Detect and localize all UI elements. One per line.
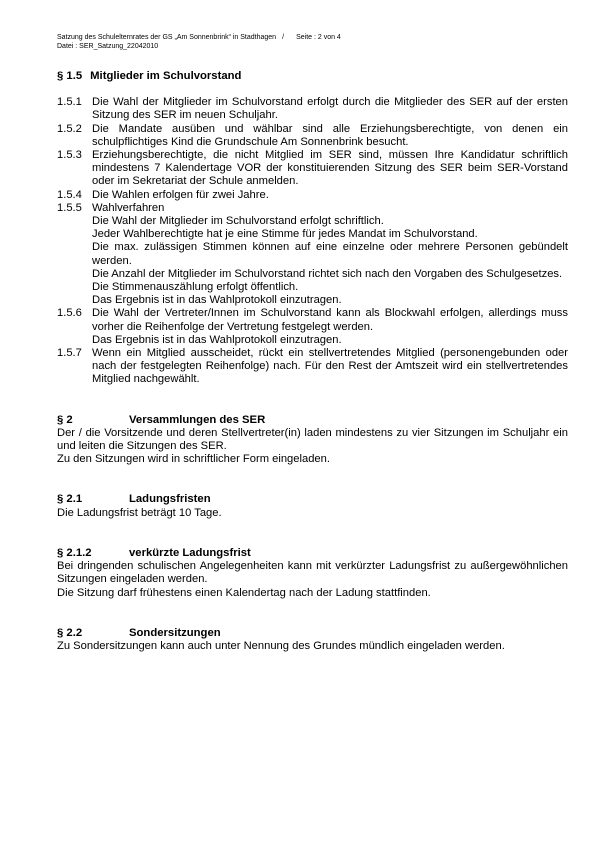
- voting-line-2: Jeder Wahlberechtigte hat je eine Stimme für jedes Mandat im Schulvorstand.: [92, 228, 478, 241]
- header-title: Satzung des Schulelternrates der GS „Am Sonnenbrink“ in Stadthagen: [57, 34, 277, 41]
- section-2-2: [57, 627, 568, 653]
- clause-number: 1.5.2: [57, 122, 82, 135]
- paragraph: Die Sitzung darf frühestens einen Kalendertag nach der Ladung stattfinden.: [57, 586, 431, 599]
- header-file-name: Datei : SER_Satzung_22042010: [57, 43, 159, 50]
- section-number: § 2.1: [57, 493, 83, 506]
- clause-1-5-1: [57, 96, 568, 122]
- section-heading-2-2: [57, 627, 568, 640]
- voting-line-6: Das Ergebnis ist in das Wahlprotokoll einzutragen.: [92, 294, 342, 307]
- clause-1-5-2: [57, 123, 568, 149]
- paragraph: Der / die Vorsitzende und deren Stellvertreter(in) laden mindestens zu vier Sitzungen im Schuljahr ein und leiten die Sitzungen des SER.: [57, 426, 568, 453]
- voting-line-4: Die Anzahl der Mitglieder im Schulvorstand richtet sich nach den Vorgaben des Schulgesetzes.: [92, 267, 563, 280]
- clause-text: Wenn ein Mitglied ausscheidet, rückt ein stellvertretendes Mitglied (personengebunden oder nach der festgelegten Reihenfolge) nach. Für den Rest der Amtszeit wird ein stellvertretendes Mitglied nachgewählt.: [92, 347, 568, 386]
- section-title: verkürzte Ladungsfrist: [129, 546, 251, 559]
- section-title: Versammlungen des SER: [129, 413, 266, 426]
- clause-1-5-5: [57, 202, 568, 308]
- section-heading-2-1-2: [57, 547, 568, 560]
- clause-1-5-3: [57, 149, 568, 189]
- header-separator: /: [282, 34, 285, 41]
- section-number: § 2.1.2: [57, 546, 92, 559]
- voting-line-1: Die Wahl der Mitglieder im Schulvorstand erfolgt schriftlich.: [92, 215, 384, 228]
- section-title: Mitglieder im Schulvorstand: [90, 70, 242, 82]
- clause-text: Die Wahlen erfolgen für zwei Jahre.: [92, 188, 269, 201]
- section-number: § 2.2: [57, 626, 83, 639]
- section-2-1: [57, 493, 568, 519]
- clause-number: 1.5.1: [57, 96, 82, 109]
- paragraph: Zu Sondersitzungen kann auch unter Nennung des Grundes mündlich eingeladen werden.: [57, 639, 505, 652]
- voting-line-3: Die max. zulässigen Stimmen können auf eine einzelne oder mehrere Personen gebündelt werden.: [92, 241, 568, 267]
- clause-text-continued: Das Ergebnis ist in das Wahlprotokoll einzutragen.: [92, 333, 342, 346]
- paragraph: Zu den Sitzungen wird in schriftlicher Form eingeladen.: [57, 453, 330, 466]
- section-number: § 1.5: [57, 70, 83, 82]
- clause-text: Die Wahl der Mitglieder im Schulvorstand erfolgt durch die Mitglieder des SER auf der ersten Sitzung des SER im neuen Schuljahr.: [92, 96, 568, 122]
- clause-number: 1.5.4: [57, 188, 82, 201]
- clause-1-5-4: [57, 189, 568, 202]
- clause-number: 1.5.6: [57, 307, 82, 320]
- clause-text: Die Wahl der Vertreter/Innen im Schulvorstand kann als Blockwahl erfolgen, allerdings muss vorher die Reihenfolge der Vertretung festgelegt werden.: [92, 307, 568, 333]
- section-2-1-2: [57, 547, 568, 600]
- section-heading-2-1: [57, 493, 568, 506]
- voting-line-5: Die Stimmenauszählung erfolgt öffentlich.: [92, 281, 299, 294]
- paragraph: Bei dringenden schulischen Angelegenheiten kann mit verkürzter Ladungsfrist zu außergewöhnlichen Sitzungen eingeladen werden.: [57, 560, 568, 586]
- paragraph: Die Ladungsfrist beträgt 10 Tage.: [57, 506, 222, 519]
- clause-1-5-7: [57, 347, 568, 387]
- section-title: Ladungsfristen: [129, 493, 211, 506]
- clause-text: Wahlverfahren: [92, 201, 165, 214]
- clause-1-5-6: [57, 307, 568, 347]
- section-heading-1-5: [57, 70, 568, 83]
- clause-text: Erziehungsberechtigte, die nicht Mitglied im SER sind, müssen Ihre Kandidatur schriftlich mindestens 7 Kalendertage VOR der konstituierenden Sitzung des SER beim SER-Vorstand oder im Sekretariat der Schule anmelden.: [92, 149, 568, 188]
- clause-number: 1.5.7: [57, 347, 82, 360]
- clause-text: Die Mandate ausüben und wählbar sind alle Erziehungsberechtigte, von denen ein schulpflichtiges Kind die Grundschule Am Sonnenbrink besucht.: [92, 122, 568, 148]
- section-heading-2: [57, 414, 568, 427]
- clause-number: 1.5.3: [57, 149, 82, 162]
- section-title: Sondersitzungen: [129, 626, 221, 639]
- page-header: [57, 33, 341, 51]
- clause-number: 1.5.5: [57, 201, 82, 214]
- header-page-number: Seite : 2 von 4: [296, 34, 341, 41]
- section-2: [57, 414, 568, 467]
- section-number: § 2: [57, 413, 73, 426]
- document-body: [57, 70, 568, 653]
